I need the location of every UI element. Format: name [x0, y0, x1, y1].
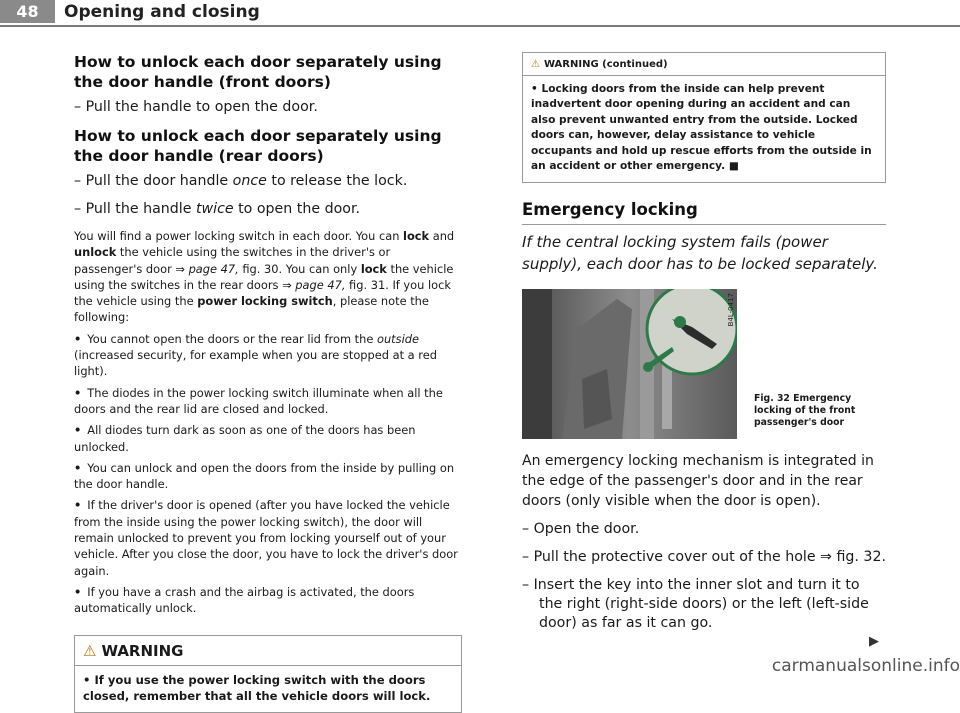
bullet-3: • All diodes turn dark as soon as one of the doors has been unlocked.	[74, 423, 416, 454]
step-3: – Insert the key into the inner slot and turn it to the right (right-side doors) or the left (left-side door) as far as it can go. ▶	[522, 577, 879, 650]
figure-code: B4L-0417	[727, 293, 735, 327]
warning-text: • If you use the power locking switch with the doors closed, remember that all the vehicle doors will lock.	[83, 672, 431, 703]
warning-continued-box	[522, 52, 886, 183]
header-rule	[0, 25, 960, 27]
bullet-5: • If the driver's door is opened (after you have locked the vehicle from the inside using the power locking switch), the door will remain unlocked to prevent you from locking yourself out of your vehicle. After you close the door, you have to lock the driver's door again.	[74, 498, 458, 578]
figure-row	[522, 289, 886, 441]
step-1: – Open the door.	[522, 521, 640, 538]
bullet-2: • The diodes in the power locking switch illuminate when all the doors and the rear lid are closed and locked.	[74, 385, 443, 416]
warning-heading: ⚠ WARNING	[75, 636, 461, 666]
heading-front-doors: How to unlock each door separately using the door handle (front doors)	[74, 53, 442, 91]
chapter-title: Opening and closing	[64, 2, 260, 22]
figure-caption: Fig. 32 Emergency locking of the front passenger's door	[754, 393, 856, 429]
front-step: – Pull the handle to open the door.	[74, 99, 318, 115]
right-column	[522, 52, 886, 650]
rear-step-2: – Pull the handle twice to open the door.	[74, 201, 360, 217]
left-column	[74, 52, 462, 713]
step-2: – Pull the protective cover out of the hole ⇒ fig. 32.	[522, 549, 886, 566]
heading-rear-doors: How to unlock each door separately using the door handle (rear doors)	[74, 127, 442, 165]
warning-box	[74, 635, 462, 713]
section-title: Emergency locking	[522, 200, 886, 225]
warning-continued-text: • Locking doors from the inside can help prevent inadvertent door opening during an accident and can also prevent unwanted entry from the outside. Locked doors can, however, delay assistance to vehicle occupants and hold up rescue efforts from the outside in an accident or other emergency. ■	[531, 83, 872, 173]
page-number: 48	[0, 0, 55, 23]
bullet-4: • You can unlock and open the doors from the inside by pulling on the door handle.	[74, 460, 455, 492]
warning-continued-heading: ⚠ WARNING (continued)	[523, 53, 885, 76]
mechanism-description: An emergency locking mechanism is integrated in the edge of the passenger's door and in the rear doors (only visible when the door is open).	[522, 453, 874, 510]
warning-triangle-icon: ⚠	[83, 641, 97, 660]
power-locking-paragraph: You will find a power locking switch in each door. You can lock and unlock the vehicle using the switches in the driver's or passenger's door ⇒ page 47, fig. 30. You can only lock the vehicle using the switches in the rear doors ⇒ page 47, fig. 31. If you lock the vehicle using the power locking switch, please note the following:	[74, 229, 455, 325]
section-intro: If the central locking system fails (power supply), each door has to be locked separately.	[522, 233, 878, 274]
door-edge-illustration	[522, 289, 737, 439]
rear-step-1: – Pull the door handle once to release the lock.	[74, 173, 408, 189]
warning-triangle-icon: ⚠	[531, 59, 540, 70]
figure-32-photo	[522, 289, 737, 439]
bullet-1: • You cannot open the doors or the rear lid from the outside (increased security, for example when you are stopped at a red light).	[74, 331, 437, 379]
watermark: carmanualsonline.info	[771, 656, 960, 676]
bullet-6: • If you have a crash and the airbag is activated, the doors automatically unlock.	[74, 584, 415, 616]
